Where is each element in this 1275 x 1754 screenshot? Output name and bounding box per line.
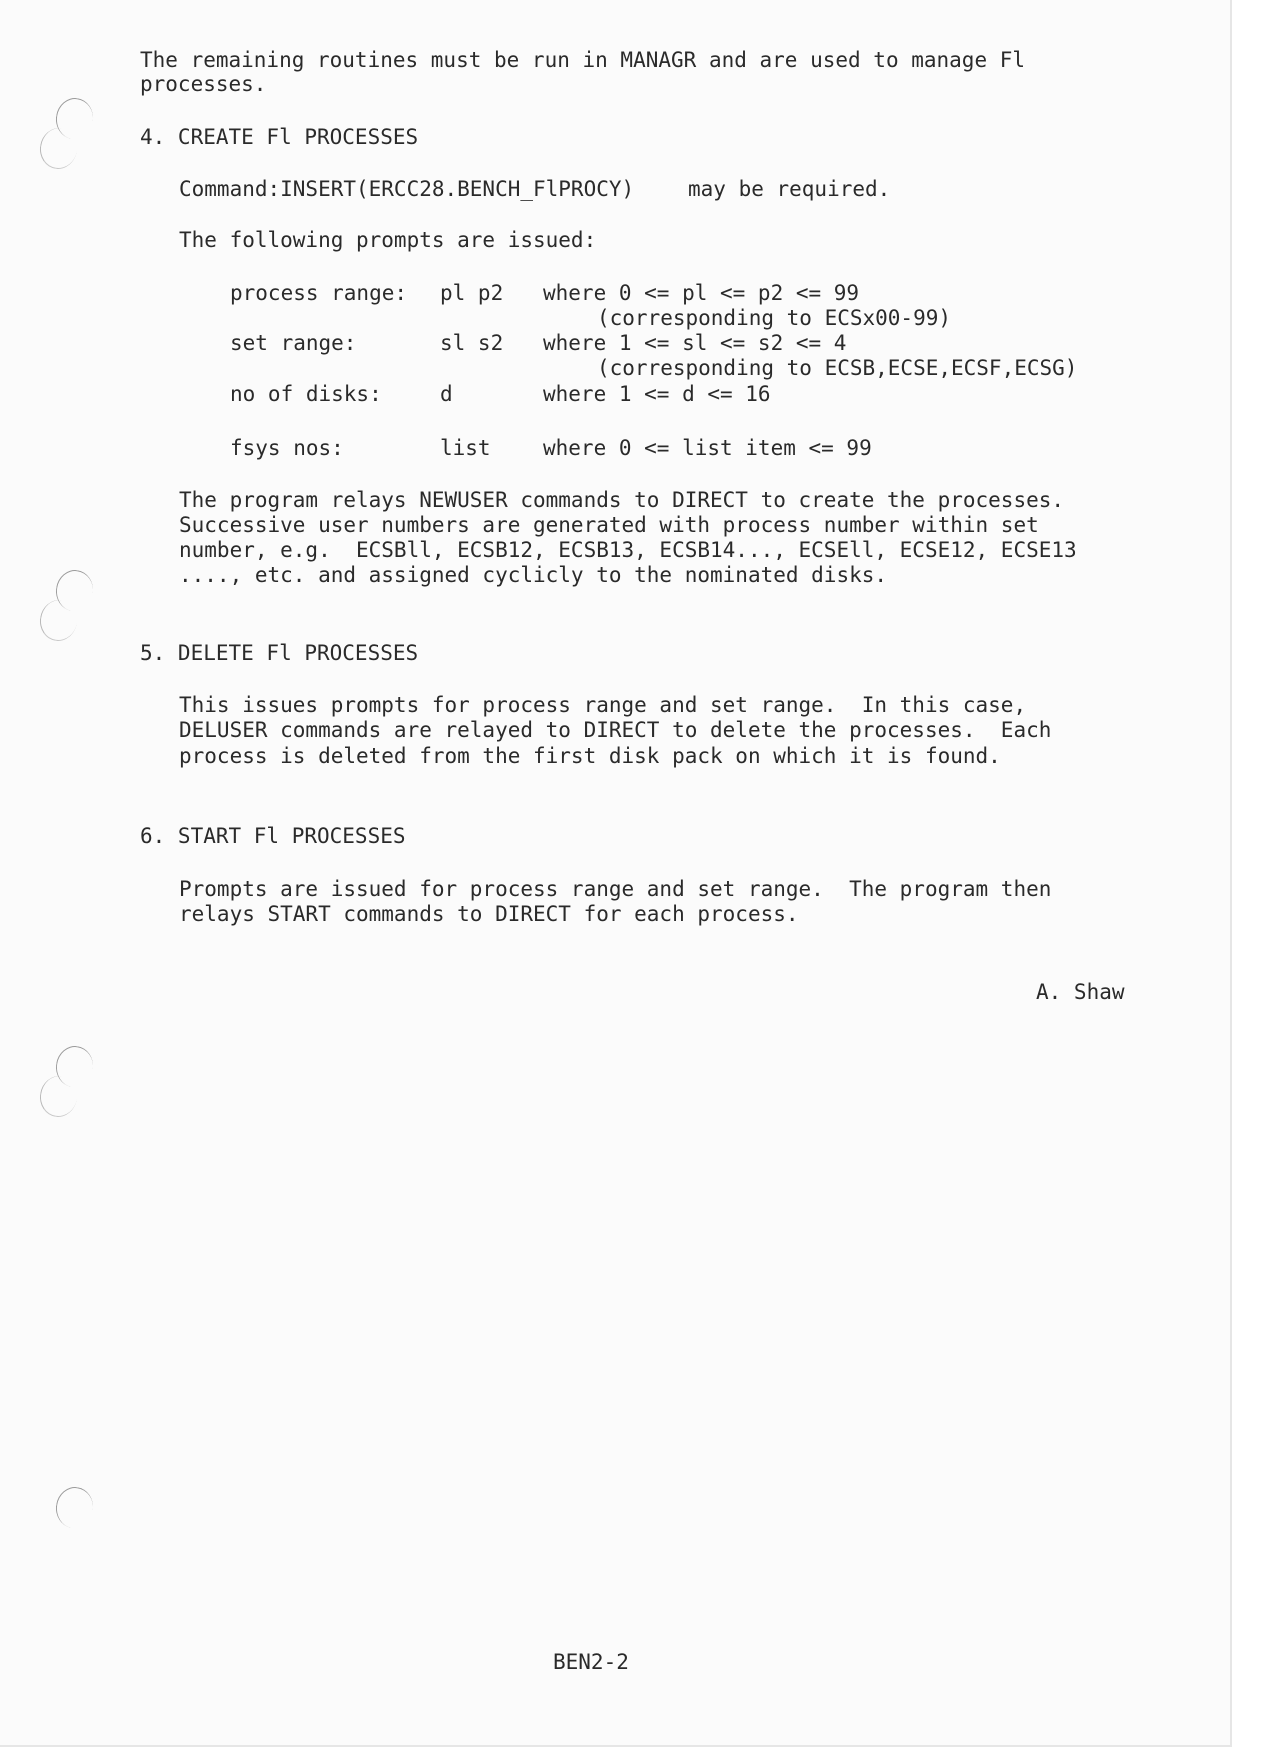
page-number: BEN2-2 (553, 1650, 629, 1674)
author-name: A. Shaw (1036, 980, 1125, 1004)
body-line: relays START commands to DIRECT for each process. (179, 902, 799, 926)
prompt-label: set range: (230, 331, 357, 355)
hole-punch-mark (53, 1485, 95, 1531)
prompt-label: process range: (230, 281, 408, 305)
command-note: may be required. (688, 177, 891, 201)
body-line: ...., etc. and assigned cyclicly to the nominated disks. (179, 563, 888, 587)
prompts-intro: The following prompts are issued: (179, 228, 597, 252)
prompt-param: sl s2 (440, 331, 504, 355)
prompt-label: no of disks: (230, 382, 382, 406)
prompt-note: (corresponding to ECSB,ECSE,ECSF,ECSG) (597, 356, 1078, 380)
body-line: Successive user numbers are generated with process number within set (179, 513, 1039, 537)
prompt-condition: where 1 <= sl <= s2 <= 4 (543, 331, 847, 355)
section-heading: 4. CREATE Fl PROCESSES (140, 125, 419, 149)
section-heading: 6. START Fl PROCESSES (140, 824, 406, 848)
body-line: This issues prompts for process range and set range. In this case, (179, 693, 1027, 717)
prompt-label: fsys nos: (230, 436, 344, 460)
prompt-param: d (440, 382, 453, 406)
prompt-condition: where 0 <= list item <= 99 (543, 436, 872, 460)
prompt-note: (corresponding to ECSx00-99) (597, 306, 952, 330)
intro-line: The remaining routines must be run in MANAGR and are used to manage Fl (140, 48, 1026, 72)
body-line: The program relays NEWUSER commands to DIRECT to create the processes. (179, 488, 1065, 512)
body-line: process is deleted from the first disk pack on which it is found. (179, 744, 1001, 768)
intro-line: processes. (140, 72, 267, 96)
body-line: number, e.g. ECSBll, ECSB12, ECSB13, ECSB14..., ECSEll, ECSE12, ECSE13 (179, 538, 1077, 562)
prompt-param: list (440, 436, 491, 460)
prompt-condition: where 0 <= pl <= p2 <= 99 (543, 281, 860, 305)
body-line: Prompts are issued for process range and set range. The program then (179, 877, 1052, 901)
section-heading: 5. DELETE Fl PROCESSES (140, 641, 419, 665)
prompt-param: pl p2 (440, 281, 504, 305)
body-line: DELUSER commands are relayed to DIRECT to delete the processes. Each (179, 718, 1052, 742)
prompt-condition: where 1 <= d <= 16 (543, 382, 771, 406)
command-text: Command:INSERT(ERCC28.BENCH_FlPROCY) (179, 177, 635, 201)
